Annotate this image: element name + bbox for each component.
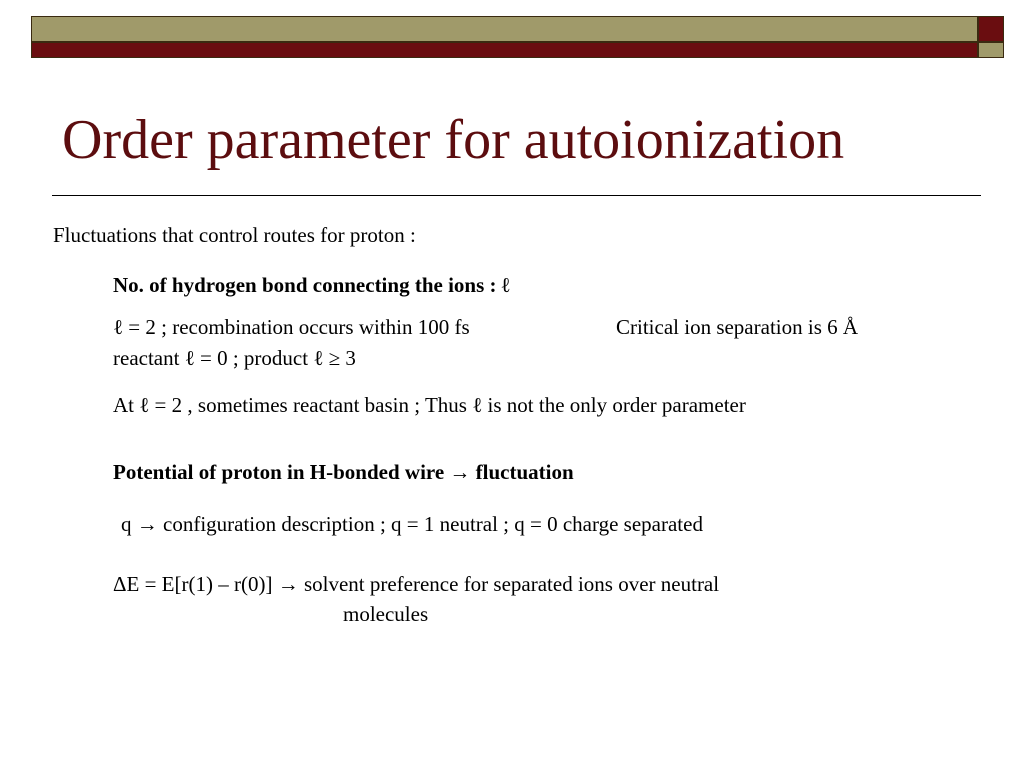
header-band-maroon	[31, 42, 978, 58]
intro-text: Fluctuations that control routes for proton :	[53, 223, 416, 247]
delta-e-continuation: molecules	[343, 602, 429, 626]
reactant-basin-text: At ℓ = 2 , sometimes reactant basin ; Thus ℓ is not the only order parameter	[113, 393, 746, 417]
reactant-product-text: reactant ℓ = 0 ; product ℓ ≥ 3	[113, 346, 356, 370]
q-description-text: q → configuration description ; q = 1 neutral ; q = 0 charge separated	[121, 512, 703, 536]
title-divider	[52, 195, 981, 196]
delta-e-text: ΔE = E[r(1) – r(0)] → solvent preference for separated ions over neutral	[113, 572, 720, 596]
hydrogen-bond-heading: No. of hydrogen bond connecting the ions : ℓ	[113, 273, 510, 297]
critical-separation-text: Critical ion separation is 6 Å	[616, 315, 859, 339]
potential-heading: Potential of proton in H-bonded wire → fluctuation	[113, 460, 574, 484]
recombination-text: ℓ = 2 ; recombination occurs within 100 fs	[113, 315, 470, 339]
header-square-olive	[978, 42, 1004, 58]
slide-title: Order parameter for autoionization	[62, 109, 845, 171]
header-band-olive	[31, 16, 978, 42]
header-square-maroon	[978, 16, 1004, 42]
